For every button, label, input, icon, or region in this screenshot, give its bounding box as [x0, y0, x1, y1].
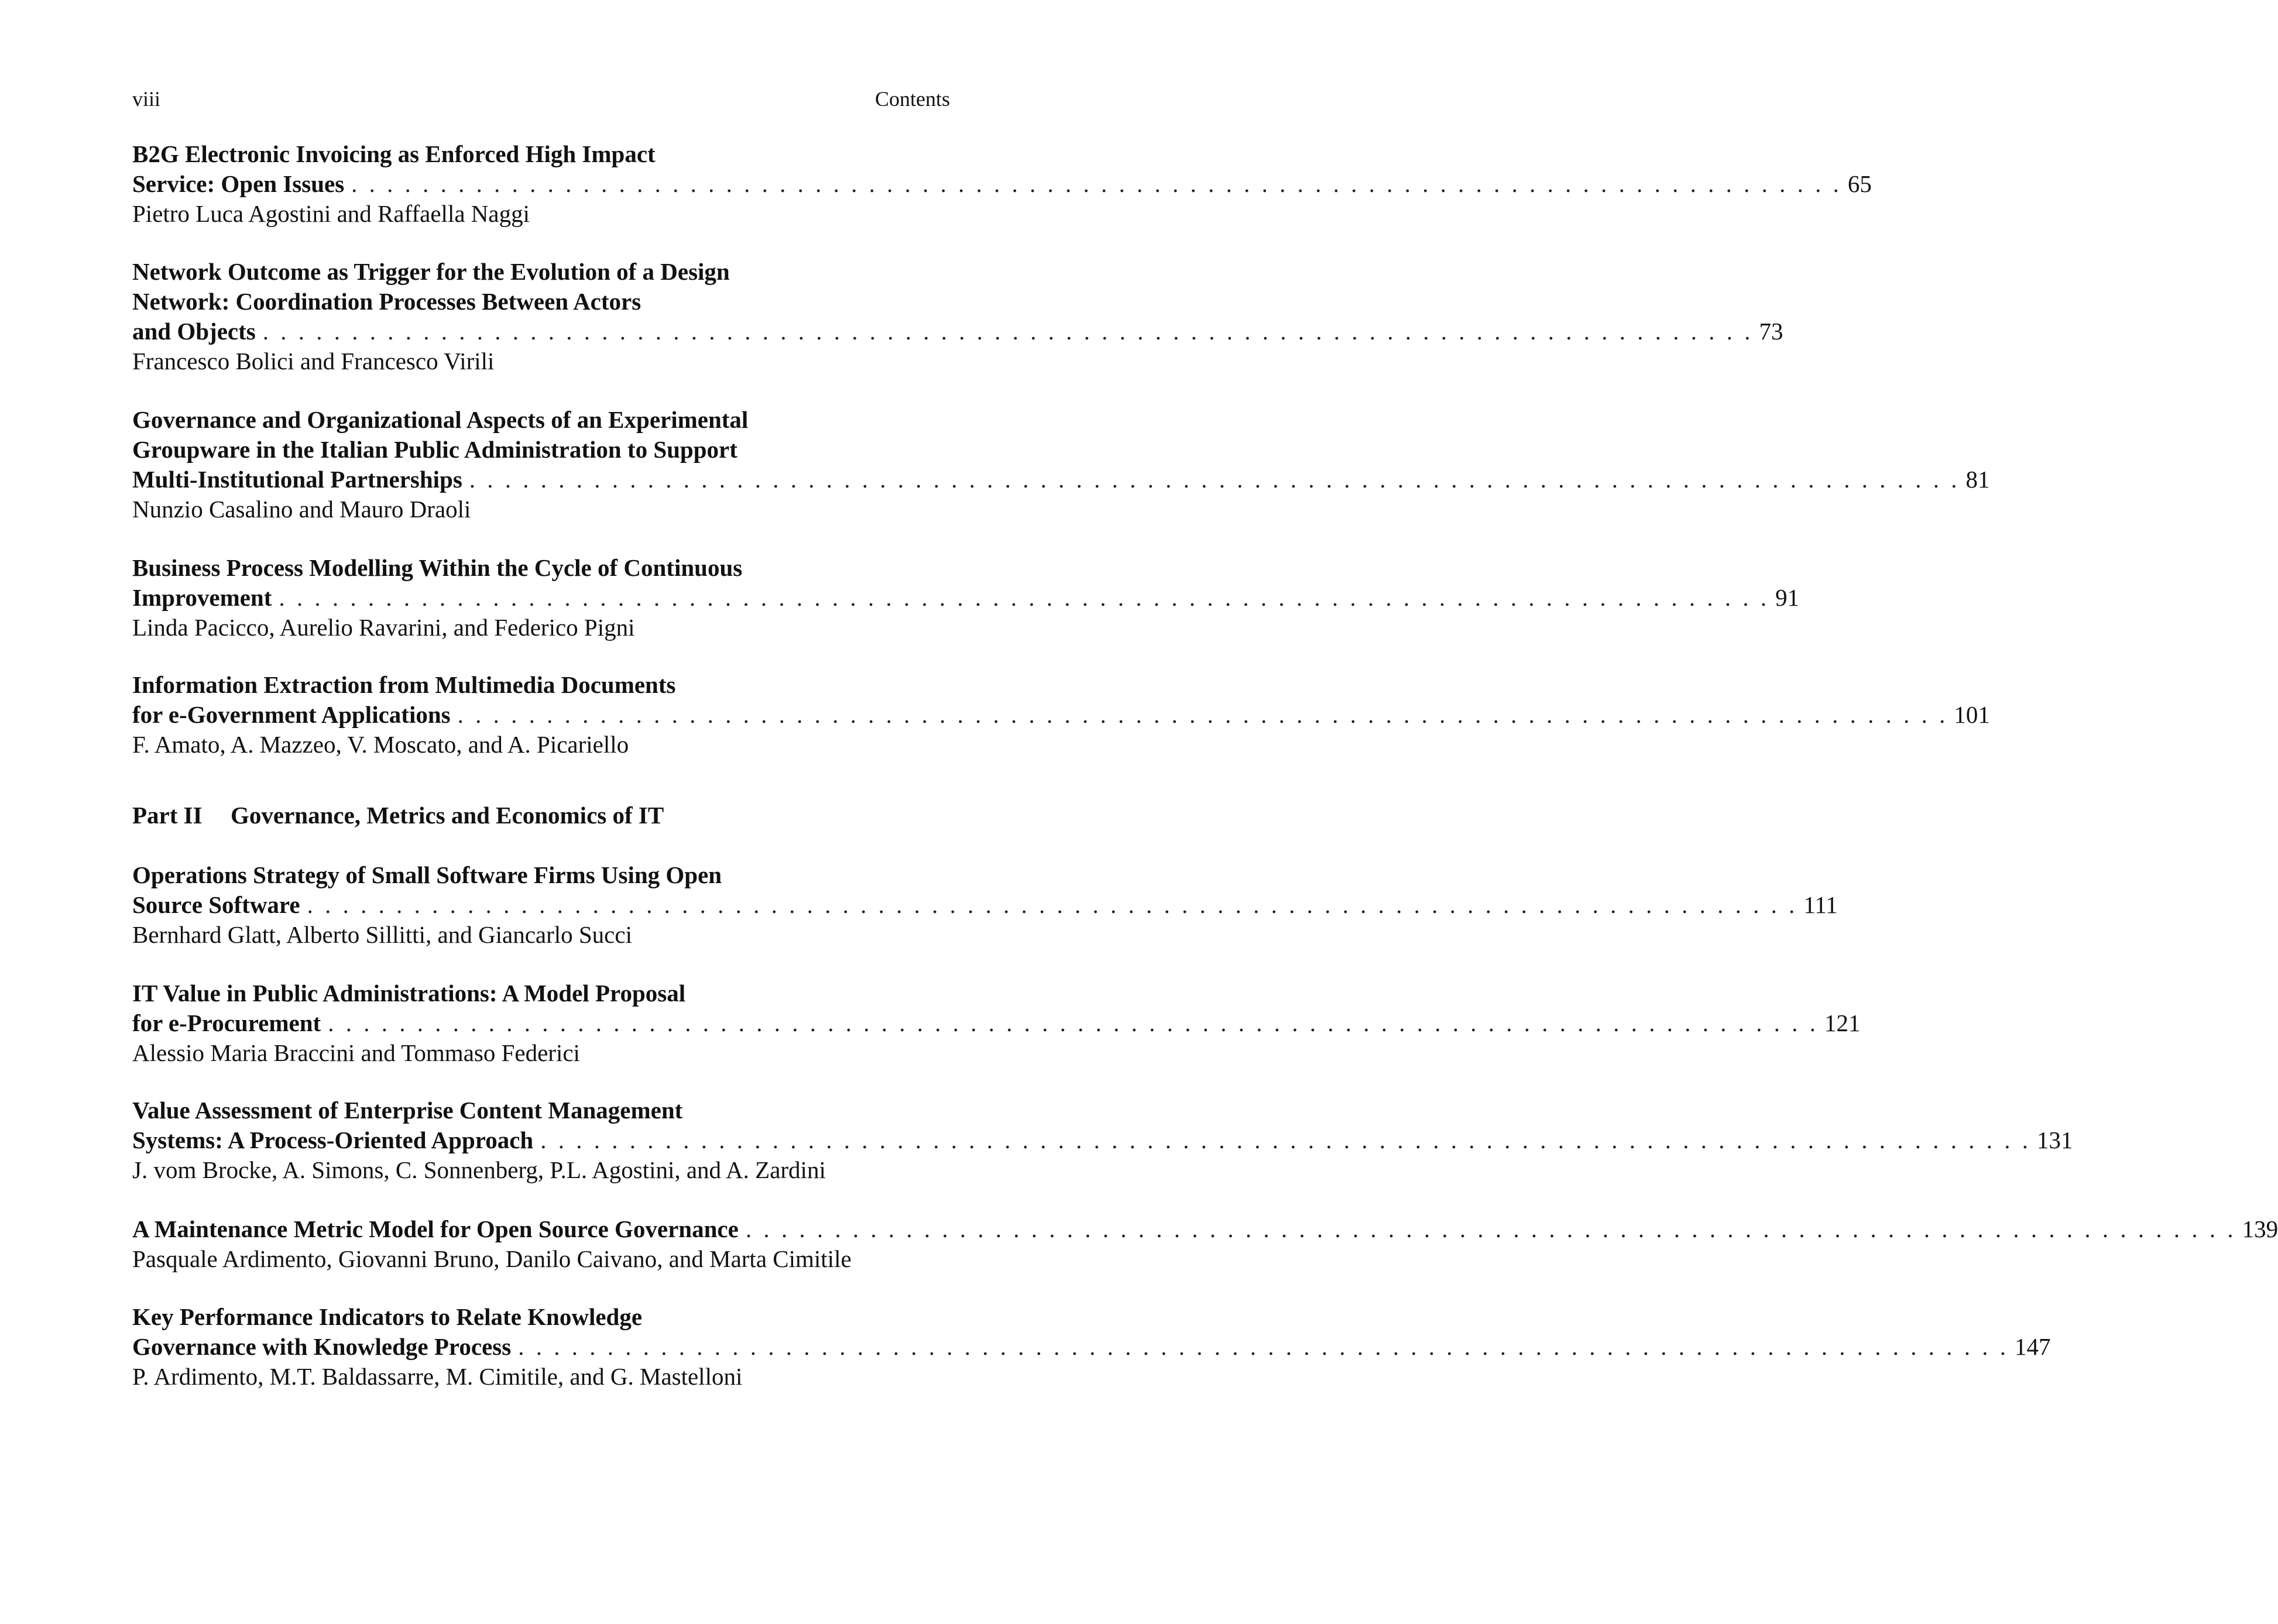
- entry-authors: Linda Pacicco, Aurelio Ravarini, and Federico Pigni: [132, 614, 635, 641]
- entry-page-number: 111: [1803, 891, 1838, 918]
- entry-page-number: 81: [1965, 466, 1990, 493]
- entry-title-line: Groupware in the Italian Public Administration to Support: [132, 436, 737, 463]
- entry-title-end: for e-Government Applications: [132, 701, 451, 728]
- entry-title-line: Operations Strategy of Small Software Firms Using Open: [132, 861, 722, 888]
- leader-dots: . . . . . . . . . . . . . . . . . . . . . . . . . . . . . . . . . . . . . . . . . . . . . . . . . . . . . . . . . . . . . . . . . . . . . . . . . . . . . . . . . . . .: [279, 584, 1770, 611]
- entry-title-last-line: [132, 583, 1800, 613]
- entry-title-last-line: [132, 465, 1990, 495]
- entry-title-last-line: [132, 317, 1783, 346]
- entry-title-line: Information Extraction from Multimedia Documents: [132, 671, 676, 698]
- entry-page-number: 131: [2036, 1127, 2073, 1153]
- entry-page-number: 65: [1847, 170, 1872, 197]
- entry-title-line: Governance and Organizational Aspects of an Experimental: [132, 406, 749, 433]
- entry-page-number: 121: [1824, 1010, 1861, 1036]
- entry-title-end: Improvement: [132, 584, 272, 611]
- entry-title-line: B2G Electronic Invoicing as Enforced High Impact: [132, 140, 656, 167]
- entry-title-line: IT Value in Public Administrations: A Model Proposal: [132, 980, 686, 1007]
- leader-dots: . . . . . . . . . . . . . . . . . . . . . . . . . . . . . . . . . . . . . . . . . . . . . . . . . . . . . . . . . . . . . . . . . . . . . . . . . . . . . . . . . . . .: [469, 466, 1960, 493]
- entry-title-last-line: [132, 700, 1990, 730]
- toc-entry[interactable]: [132, 1302, 2051, 1392]
- entry-authors: Alessio Maria Braccini and Tommaso Federici: [132, 1039, 580, 1066]
- leader-dots: . . . . . . . . . . . . . . . . . . . . . . . . . . . . . . . . . . . . . . . . . . . . . . . . . . . . . . . . . . . . . . . . . . . . . . . . . . . . . . . . . . . .: [540, 1127, 2031, 1153]
- leader-dots: . . . . . . . . . . . . . . . . . . . . . . . . . . . . . . . . . . . . . . . . . . . . . . . . . . . . . . . . . . . . . . . . . . . . . . . . . . . . . . . . . . . .: [457, 701, 1948, 728]
- toc-entry[interactable]: [132, 405, 1990, 524]
- entry-title-end: for e-Procurement: [132, 1010, 321, 1036]
- toc-entry[interactable]: [132, 1096, 2073, 1185]
- entry-page-number: 91: [1775, 584, 1800, 611]
- entry-title-last-line: [132, 1125, 2073, 1155]
- entry-title-last-line: [132, 890, 1838, 920]
- entry-title-line: Network: Coordination Processes Between Actors: [132, 288, 641, 315]
- toc-page: [132, 0, 2278, 1624]
- leader-dots: . . . . . . . . . . . . . . . . . . . . . . . . . . . . . . . . . . . . . . . . . . . . . . . . . . . . . . . . . . . . . . . . . . . . . . . . . . . . . . . . . . . .: [518, 1333, 2009, 1360]
- entry-authors: Pasquale Ardimento, Giovanni Bruno, Danilo Caivano, and Marta Cimitile: [132, 1245, 852, 1272]
- entry-title-last-line: [132, 169, 1872, 199]
- running-section-title: Contents: [874, 87, 950, 111]
- entry-authors: Francesco Bolici and Francesco Virili: [132, 348, 495, 375]
- entry-title-last-line: [132, 1008, 1861, 1038]
- toc-entry[interactable]: [132, 139, 1872, 229]
- entry-page-number: 139: [2242, 1216, 2278, 1242]
- entry-title-end: A Maintenance Metric Model for Open Source Governance: [132, 1216, 739, 1242]
- leader-dots: . . . . . . . . . . . . . . . . . . . . . . . . . . . . . . . . . . . . . . . . . . . . . . . . . . . . . . . . . . . . . . . . . . . . . . . . . . . . . . . . . . . .: [262, 318, 1754, 345]
- leader-dots: . . . . . . . . . . . . . . . . . . . . . . . . . . . . . . . . . . . . . . . . . . . . . . . . . . . . . . . . . . . . . . . . . . . . . . . . . . . . . . . . . . . .: [351, 170, 1842, 197]
- leader-dots: . . . . . . . . . . . . . . . . . . . . . . . . . . . . . . . . . . . . . . . . . . . . . . . . . . . . . . . . . . . . . . . . . . . . . . . . . . . . . . . . . . . .: [328, 1010, 1819, 1036]
- entry-title-line: Business Process Modelling Within the Cycle of Continuous: [132, 554, 743, 581]
- leader-dots: . . . . . . . . . . . . . . . . . . . . . . . . . . . . . . . . . . . . . . . . . . . . . . . . . . . . . . . . . . . . . . . . . . . . . . . . . . . . . . . . . . . .: [307, 891, 1798, 918]
- entry-title-end: Source Software: [132, 891, 300, 918]
- entry-title-end: Multi-Institutional Partnerships: [132, 466, 462, 493]
- leader-dots: . . . . . . . . . . . . . . . . . . . . . . . . . . . . . . . . . . . . . . . . . . . . . . . . . . . . . . . . . . . . . . . . . . . . . . . . . . . . . . . . . . . .: [745, 1216, 2236, 1242]
- toc-entry[interactable]: [132, 553, 1800, 643]
- entry-title-end: Governance with Knowledge Process: [132, 1333, 512, 1360]
- entry-page-number: 73: [1759, 318, 1783, 345]
- entry-authors: J. vom Brocke, A. Simons, C. Sonnenberg, P.L. Agostini, and A. Zardini: [132, 1156, 826, 1183]
- entry-authors: Pietro Luca Agostini and Raffaella Naggi: [132, 200, 530, 227]
- entry-authors: P. Ardimento, M.T. Baldassarre, M. Cimitile, and G. Mastelloni: [132, 1363, 743, 1390]
- part-label: Part II: [132, 802, 203, 829]
- toc-entry[interactable]: [132, 1214, 2278, 1274]
- entry-title-last-line: [132, 1214, 2278, 1244]
- entry-title-end: and Objects: [132, 318, 256, 345]
- entry-authors: Bernhard Glatt, Alberto Sillitti, and Giancarlo Succi: [132, 921, 632, 948]
- part-title: Governance, Metrics and Economics of IT: [231, 802, 664, 829]
- page-folio: viii: [132, 87, 161, 111]
- toc-entry[interactable]: [132, 257, 1783, 376]
- entry-title-last-line: [132, 1332, 2051, 1362]
- entry-title-end: Systems: A Process-Oriented Approach: [132, 1127, 534, 1153]
- toc-entry[interactable]: [132, 978, 1861, 1068]
- part-heading[interactable]: [132, 801, 664, 830]
- entry-title-line: Key Performance Indicators to Relate Knowledge: [132, 1303, 643, 1330]
- running-head: [132, 85, 950, 112]
- toc-entry[interactable]: [132, 860, 1838, 950]
- toc-entry[interactable]: [132, 670, 1990, 760]
- entry-page-number: 147: [2014, 1333, 2051, 1360]
- entry-authors: Nunzio Casalino and Mauro Draoli: [132, 496, 471, 523]
- entry-title-line: Value Assessment of Enterprise Content Management: [132, 1097, 683, 1124]
- entry-page-number: 101: [1954, 701, 1990, 728]
- entry-title-end: Service: Open Issues: [132, 170, 345, 197]
- entry-title-line: Network Outcome as Trigger for the Evolution of a Design: [132, 258, 730, 285]
- entry-authors: F. Amato, A. Mazzeo, V. Moscato, and A. Picariello: [132, 731, 629, 758]
